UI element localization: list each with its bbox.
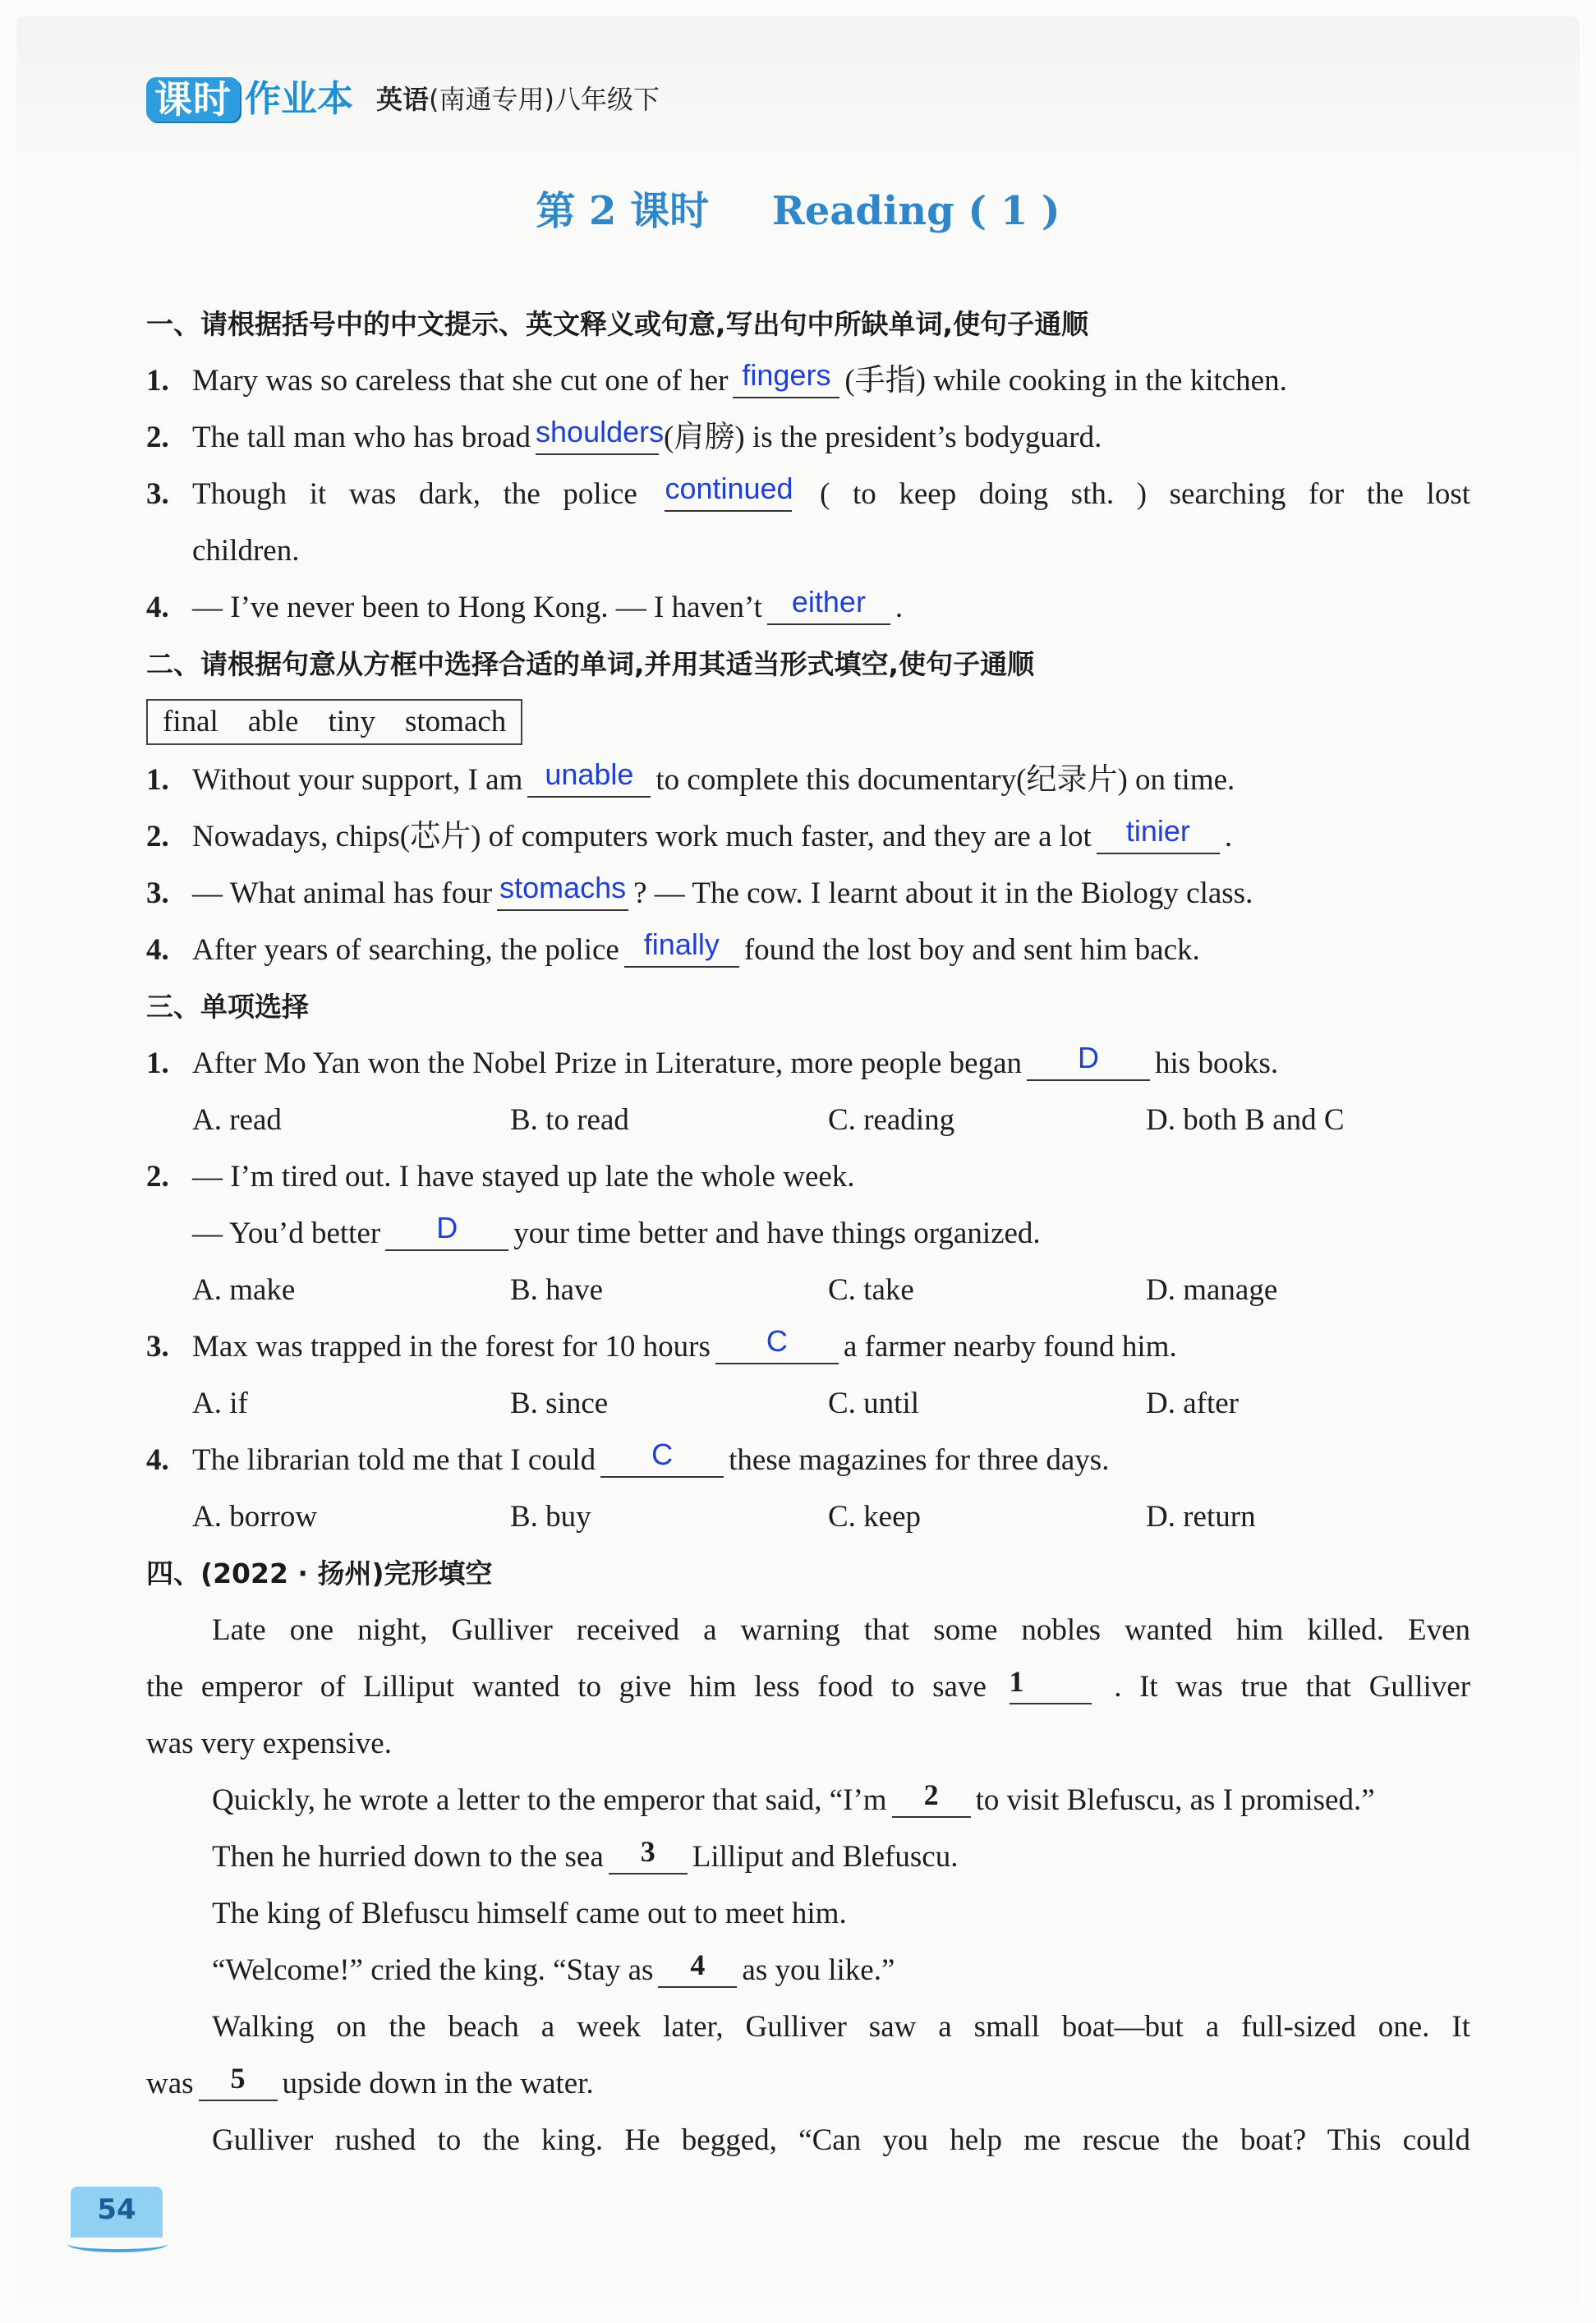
answer-blank[interactable]: tinier — [1097, 810, 1220, 854]
option-b[interactable]: B. since — [510, 1387, 609, 1420]
page-number: 54 — [97, 2193, 136, 2226]
lesson-number: 第 2 课时 — [536, 188, 710, 234]
passage-line: Quickly, he wrote a letter to the emperor that said, “I’m 2 to visit Blefuscu, as I promised.” — [146, 1772, 1470, 1828]
s3-q4-options — [146, 1488, 1470, 1545]
option-c[interactable]: C. reading — [828, 1103, 955, 1137]
brand-logo: 课时 — [146, 77, 240, 122]
passage-line: Late one night, Gulliver received a warning that some nobles wanted him killed. Even — [212, 1613, 1470, 1647]
s3-question-3: 3. Max was trapped in the forest for 10 hours C a farmer nearby found him. — [146, 1318, 1470, 1375]
section-2-title: 二、请根据句意从方框中选择合适的单词,并用其适当形式填空,使句子通顺 — [146, 648, 1035, 680]
answer-blank[interactable]: D — [1027, 1037, 1150, 1081]
option-d[interactable]: D. return — [1146, 1500, 1256, 1534]
lesson-subtitle: Reading ( 1 ) — [771, 188, 1060, 234]
option-d[interactable]: D. manage — [1146, 1273, 1278, 1307]
cloze-blank-4[interactable]: 4 — [658, 1944, 737, 1988]
option-a[interactable]: A. read — [192, 1103, 282, 1137]
s1-question-1: 1. Mary was so careless that she cut one of her fingers (手指) while cooking in the kitchen. — [146, 352, 1470, 409]
answer-blank[interactable]: shoulders — [536, 411, 659, 455]
s3-question-2: 2. — I’m tired out. I have stayed up late the whole week. — [146, 1160, 855, 1194]
subject-label: 英语(南通专用)八年级下 — [376, 84, 660, 115]
lesson-title — [0, 179, 1596, 236]
s2-question-2: 2. Nowadays, chips(芯片) of computers work much faster, and they are a lot tinier . — [146, 808, 1470, 865]
page-number-badge — [67, 2187, 168, 2251]
s3-question-1: 1. After Mo Yan won the Nobel Prize in Literature, more people began D his books. — [146, 1035, 1470, 1092]
section-3-title: 三、单项选择 — [146, 991, 309, 1023]
passage-line: was 5 upside down in the water. — [146, 2055, 1470, 2112]
passage-line: Walking on the beach a week later, Gulliver saw a small boat—but a full-sized one. It — [212, 2010, 1470, 2044]
exercise-content — [146, 296, 1470, 2169]
option-d[interactable]: D. after — [1146, 1387, 1239, 1420]
option-b[interactable]: B. have — [510, 1273, 604, 1307]
passage-line: was very expensive. — [146, 1727, 392, 1760]
s3-q1-options — [146, 1092, 1470, 1148]
passage-line: Then he hurried down to the sea 3 Lilliput and Blefuscu. — [146, 1828, 1470, 1885]
answer-blank[interactable]: finally — [624, 923, 739, 968]
option-b[interactable]: B. buy — [510, 1500, 591, 1534]
word-bank-box: final able tiny stomach — [146, 699, 522, 745]
s1-question-3: 3. Though it was dark, the police continued ( to keep doing sth. ) searching for the lost — [146, 466, 1470, 522]
passage-line: The king of Blefuscu himself came out to meet him. — [212, 1897, 847, 1930]
book-header — [146, 72, 660, 122]
option-c[interactable]: C. until — [828, 1387, 920, 1420]
option-b[interactable]: B. to read — [510, 1103, 629, 1137]
s3-q2-options — [146, 1262, 1470, 1318]
option-c[interactable]: C. take — [828, 1273, 914, 1307]
cloze-blank-3[interactable]: 3 — [609, 1830, 688, 1874]
book-icon — [67, 2236, 168, 2252]
option-d[interactable]: D. both B and C — [1146, 1103, 1345, 1137]
answer-blank[interactable]: continued — [665, 467, 792, 512]
s3-question-2-reply: — You’d better D your time better and have things organized. — [146, 1205, 1470, 1262]
brand-suffix: 作业本 — [245, 78, 353, 120]
s1-question-4: 4. — I’ve never been to Hong Kong. — I haven’t either . — [146, 579, 1470, 636]
option-a[interactable]: A. if — [192, 1387, 248, 1420]
passage-line: “Welcome!” cried the king. “Stay as 4 as you like.” — [146, 1942, 1470, 1999]
s3-q3-options — [146, 1375, 1470, 1432]
option-a[interactable]: A. make — [192, 1273, 296, 1307]
passage-line: the emperor of Lilliput wanted to give him less food to save 1 . It was true that Gulliver — [146, 1658, 1470, 1715]
answer-blank[interactable]: D — [385, 1207, 508, 1251]
cloze-blank-1[interactable]: 1 — [1010, 1660, 1092, 1704]
answer-blank[interactable]: fingers — [733, 354, 839, 398]
s2-question-4: 4. After years of searching, the police finally found the lost boy and sent him back. — [146, 922, 1470, 978]
answer-blank[interactable]: C — [715, 1320, 839, 1364]
s2-question-1: 1. Without your support, I am unable to complete this documentary(纪录片) on time. — [146, 752, 1470, 808]
cloze-blank-2[interactable]: 2 — [892, 1773, 971, 1818]
section-4-title: 四、(2022 · 扬州)完形填空 — [146, 1557, 493, 1589]
cloze-blank-5[interactable]: 5 — [199, 2057, 278, 2101]
s1-question-2: 2. The tall man who has broad shoulders(肩膀) is the president’s bodyguard. — [146, 409, 1470, 466]
passage-line: Gulliver rushed to the king. He begged, “Can you help me rescue the boat? This could — [212, 2123, 1470, 2157]
option-a[interactable]: A. borrow — [192, 1500, 318, 1534]
s1-question-3-continued: children. — [192, 534, 300, 568]
answer-blank[interactable]: either — [767, 581, 890, 625]
section-1-title: 一、请根据括号中的中文提示、英文释义或句意,写出句中所缺单词,使句子通顺 — [146, 308, 1089, 340]
word-bank — [146, 692, 1470, 752]
answer-blank[interactable]: C — [600, 1433, 724, 1478]
s3-question-4: 4. The librarian told me that I could C these magazines for three days. — [146, 1432, 1470, 1488]
answer-blank[interactable]: unable — [527, 753, 651, 798]
option-c[interactable]: C. keep — [828, 1500, 922, 1534]
answer-blank[interactable]: stomachs — [497, 867, 628, 911]
s2-question-3: 3. — What animal has four stomachs ? — The cow. I learnt about it in the Biology class. — [146, 865, 1470, 922]
